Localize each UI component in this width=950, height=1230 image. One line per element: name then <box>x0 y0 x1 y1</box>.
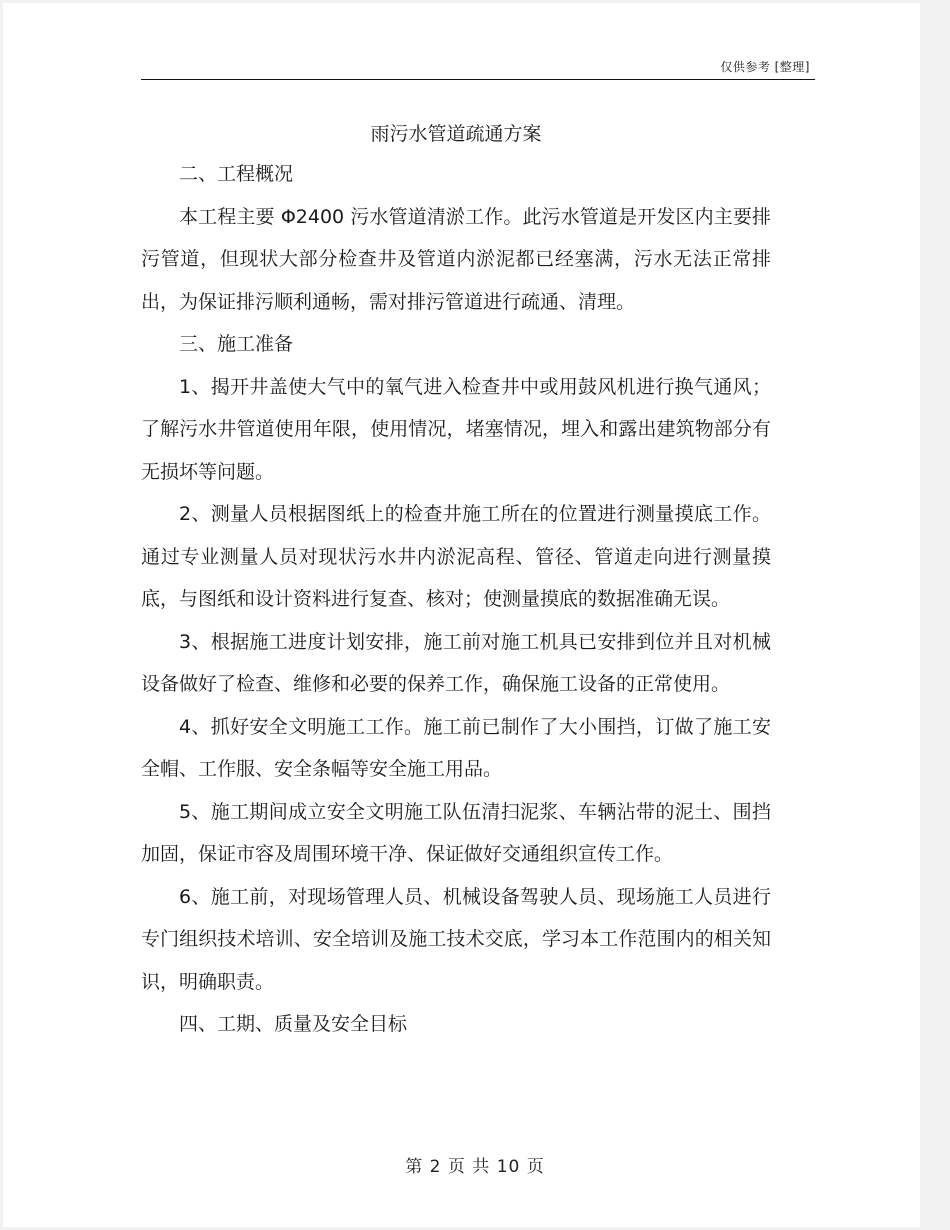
section-heading-overview: 二、工程概况 <box>179 163 294 185</box>
list-item: 2、测量人员根据图纸上的检查井施工所在的位置进行测量摸底工作。通过专业测量人员对现状污水井内淤泥高程、管径、管道走向进行测量摸底，与图纸和设计资料进行复查、核对；使测量摸底的数据准确无误。 <box>141 503 771 610</box>
section-heading-targets: 四、工期、质量及安全目标 <box>179 1013 408 1035</box>
document-page <box>3 3 920 1227</box>
section-heading-preparation: 三、施工准备 <box>179 333 294 355</box>
list-item: 4、抓好安全文明施工工作。施工前已制作了大小围挡，订做了施工安全帽、工作服、安全条幅等安全施工用品。 <box>141 715 771 780</box>
header-note: 仅供参考 [整理] <box>720 60 810 74</box>
paragraph-overview: 本工程主要 Φ2400 污水管道清淤工作。此污水管道是开发区内主要排污管道，但现状大部分检查井及管道内淤泥都已经塞满，污水无法正常排出，为保证排污顺利通畅，需对排污管道进行疏通、清理。 <box>141 205 771 313</box>
list-item: 3、根据施工进度计划安排，施工前对施工机具已安排到位并且对机械设备做好了检查、维修和必要的保养工作，确保施工设备的正常使用。 <box>141 630 771 695</box>
header-divider <box>141 79 815 80</box>
document-body <box>141 115 771 1046</box>
page-number: 第 2 页 共 10 页 <box>405 1157 545 1177</box>
list-item: 5、施工期间成立安全文明施工队伍清扫泥浆、车辆沾带的泥土、围挡加固，保证市容及周围环境干净、保证做好交通组织宣传工作。 <box>141 800 771 865</box>
list-item: 1、揭开井盖使大气中的氧气进入检查井中或用鼓风机进行换气通风；了解污水井管道使用年限，使用情况，堵塞情况，埋入和露出建筑物部分有无损坏等问题。 <box>141 375 771 483</box>
list-item: 6、施工前，对现场管理人员、机械设备驾驶人员、现场施工人员进行专门组织技术培训、安全培训及施工技术交底，学习本工作范围内的相关知识，明确职责。 <box>141 885 771 993</box>
document-title: 雨污水管道疏通方案 <box>370 123 542 145</box>
